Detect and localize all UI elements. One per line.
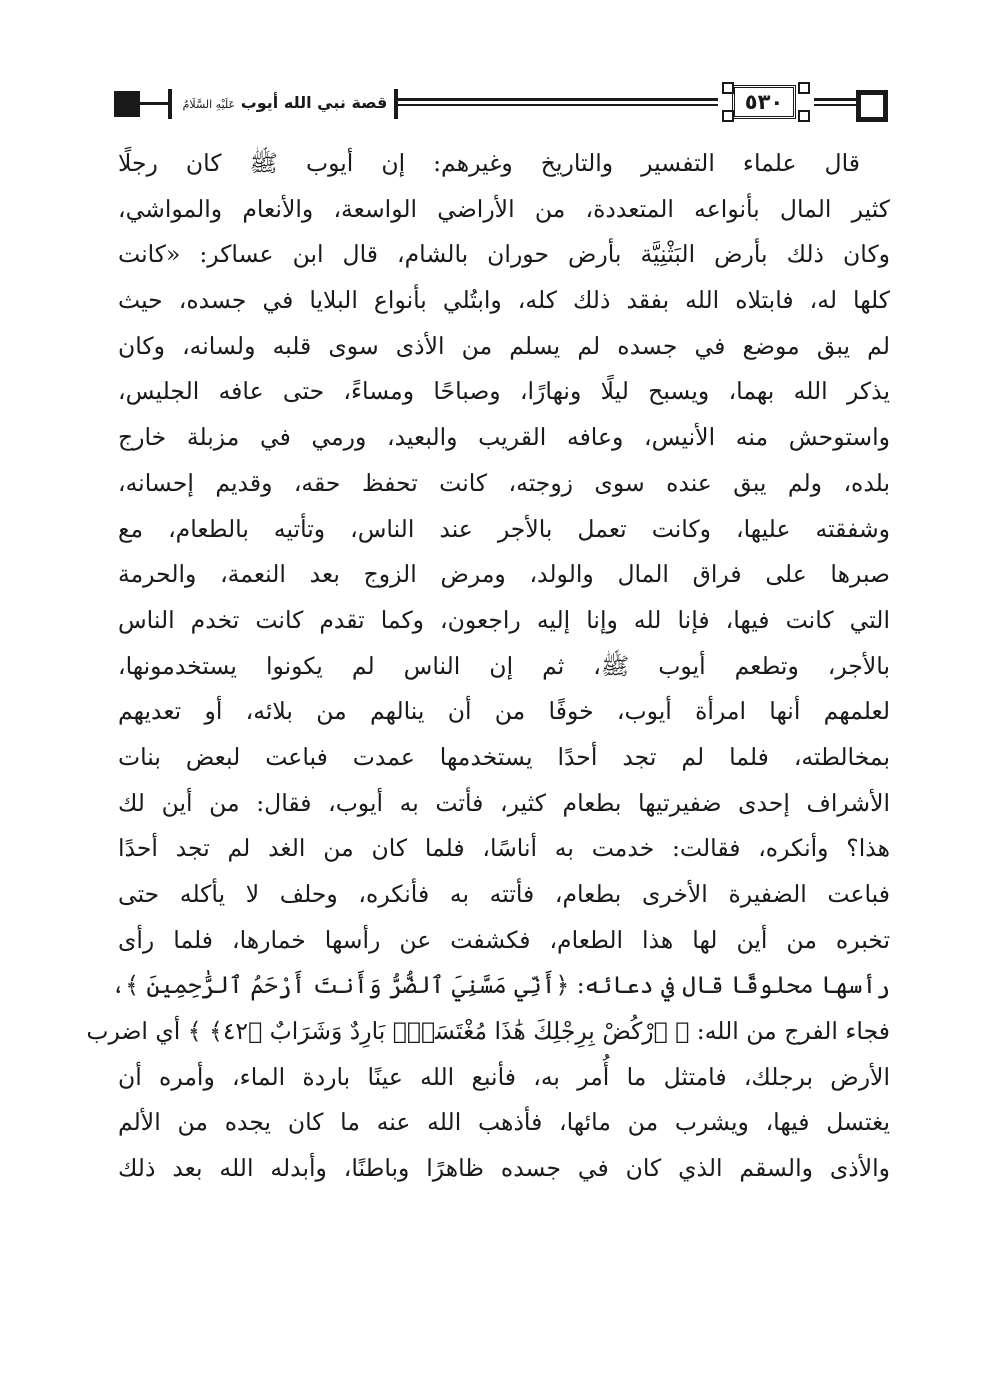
text-line: صبرها على فراق المال والولد، ومرض الزوج بعد النعمة، والحرمة bbox=[118, 560, 890, 589]
text-line: لم يبق موضع في جسده لم يسلم من الأذى سوى قلبه ولسانه، وكان bbox=[118, 331, 890, 360]
text-line-with-quran-verse: رأسها محلوقًا قال في دعائه: ﴿أَنِّي مَسَّنِيَ ٱلضُّرُّ وَأَنتَ أَرْحَمُ ٱلرَّٰحِمِينَ ﴾، bbox=[111, 971, 890, 1000]
text-line: لعلمهم أنها امرأة أيوب، خوفًا من أن ينالهم من بلائه، أو تعديهم bbox=[118, 697, 890, 726]
text-line: بالأجر، وتطعم أيوب ﷺ، ثم إن الناس لم يكونوا يستخدمونها، bbox=[118, 651, 890, 680]
page-number-frame bbox=[718, 82, 814, 124]
text-line: كثير المال بأنواعه المتعددة، من الأراضي الواسعة، والأنعام والمواشي، bbox=[118, 194, 890, 223]
text-line: الأرض برجلك، فامتثل ما أُمر به، فأنبع الله عينًا باردة الماء، وأمره أن bbox=[118, 1062, 890, 1091]
text-line: واستوحش منه الأنيس، وعافه القريب والبعيد، ورمي في مزبلة خارج bbox=[118, 423, 890, 452]
text-line: والأذى والسقم الذي كان في جسده ظاهرًا وباطنًا، وأبدله الله بعد ذلك bbox=[118, 1154, 890, 1183]
header-rule bbox=[140, 102, 168, 105]
header-double-rule bbox=[398, 98, 718, 101]
honorific-text: عَلَيْهِ السَّلَامُ bbox=[182, 98, 236, 111]
text-line-with-quran-verse: فجاء الفرج من الله: ﴿ ٱرْكُضْ بِرِجْلِكَ هَٰذَا مُغْتَسَلٌۢ بَارِدٌ وَشَرَابٌ ﴿٤٢﴾ ﴾ أي اضرب bbox=[86, 1017, 890, 1046]
running-title bbox=[182, 86, 388, 120]
header-ornament-right-square bbox=[856, 90, 888, 122]
running-header bbox=[112, 82, 892, 128]
header-ornament-bar bbox=[168, 89, 172, 119]
text-line: تخبره من أين لها هذا الطعام، فكشفت عن رأسها خمارها، فلما رأى bbox=[118, 925, 890, 954]
frame-corner bbox=[798, 82, 810, 94]
body-text bbox=[86, 141, 890, 1192]
text-line: التي كانت فيها، فإنا لله وإنا إليه راجعون، وكما تقدم كانت تخدم الناس bbox=[118, 605, 890, 634]
running-title-text: قصة نبي الله أيوب bbox=[240, 93, 388, 112]
text-line: بمخالطته، فلما لم تجد أحدًا يستخدمها عمدت فباعت لبعض بنات bbox=[118, 742, 890, 771]
page-number: ٥٣٠ bbox=[732, 85, 796, 119]
text-line: وكان ذلك بأرض البَثْنِيَّة بأرض حوران بالشام، قال ابن عساكر: «كانت bbox=[118, 240, 890, 269]
header-ornament-left-square bbox=[114, 91, 140, 117]
text-line: بلده، ولم يبق عنده سوى زوجته، كانت تحفظ حقه، وقديم إحسانه، bbox=[118, 468, 890, 497]
text-line: كلها له، فابتلاه الله بفقد ذلك كله، وابتُلي بأنواع البلايا في جسده، حيث bbox=[118, 286, 890, 315]
text-line: فباعت الضفيرة الأخرى بطعام، فأتته به فأنكره، وحلف لا يأكله حتى bbox=[118, 880, 890, 908]
text-line: قال علماء التفسير والتاريخ وغيرهم: إن أيوب ﷺ كان رجلًا bbox=[118, 149, 860, 177]
text-line: يذكر الله بهما، ويسبح ليلًا ونهارًا، وصباحًا ومساءً، حتى عافه الجليس، bbox=[118, 377, 890, 406]
header-double-rule bbox=[814, 98, 860, 101]
frame-corner bbox=[798, 110, 810, 122]
text-line: وشفقته عليها، وكانت تعمل بالأجر عند الناس، وتأتيه بالطعام، مع bbox=[118, 514, 890, 543]
text-line: يغتسل فيها، ويشرب من مائها، فأذهب الله عنه ما كان يجده من الألم bbox=[118, 1108, 890, 1137]
text-line: الأشراف إحدى ضفيرتيها بطعام كثير، فأتت به أيوب، فقال: من أين لك bbox=[118, 788, 890, 817]
text-line: هذا؟ وأنكره، فقالت: خدمت به أناسًا، فلما كان من الغد لم تجد أحدًا bbox=[118, 834, 890, 863]
